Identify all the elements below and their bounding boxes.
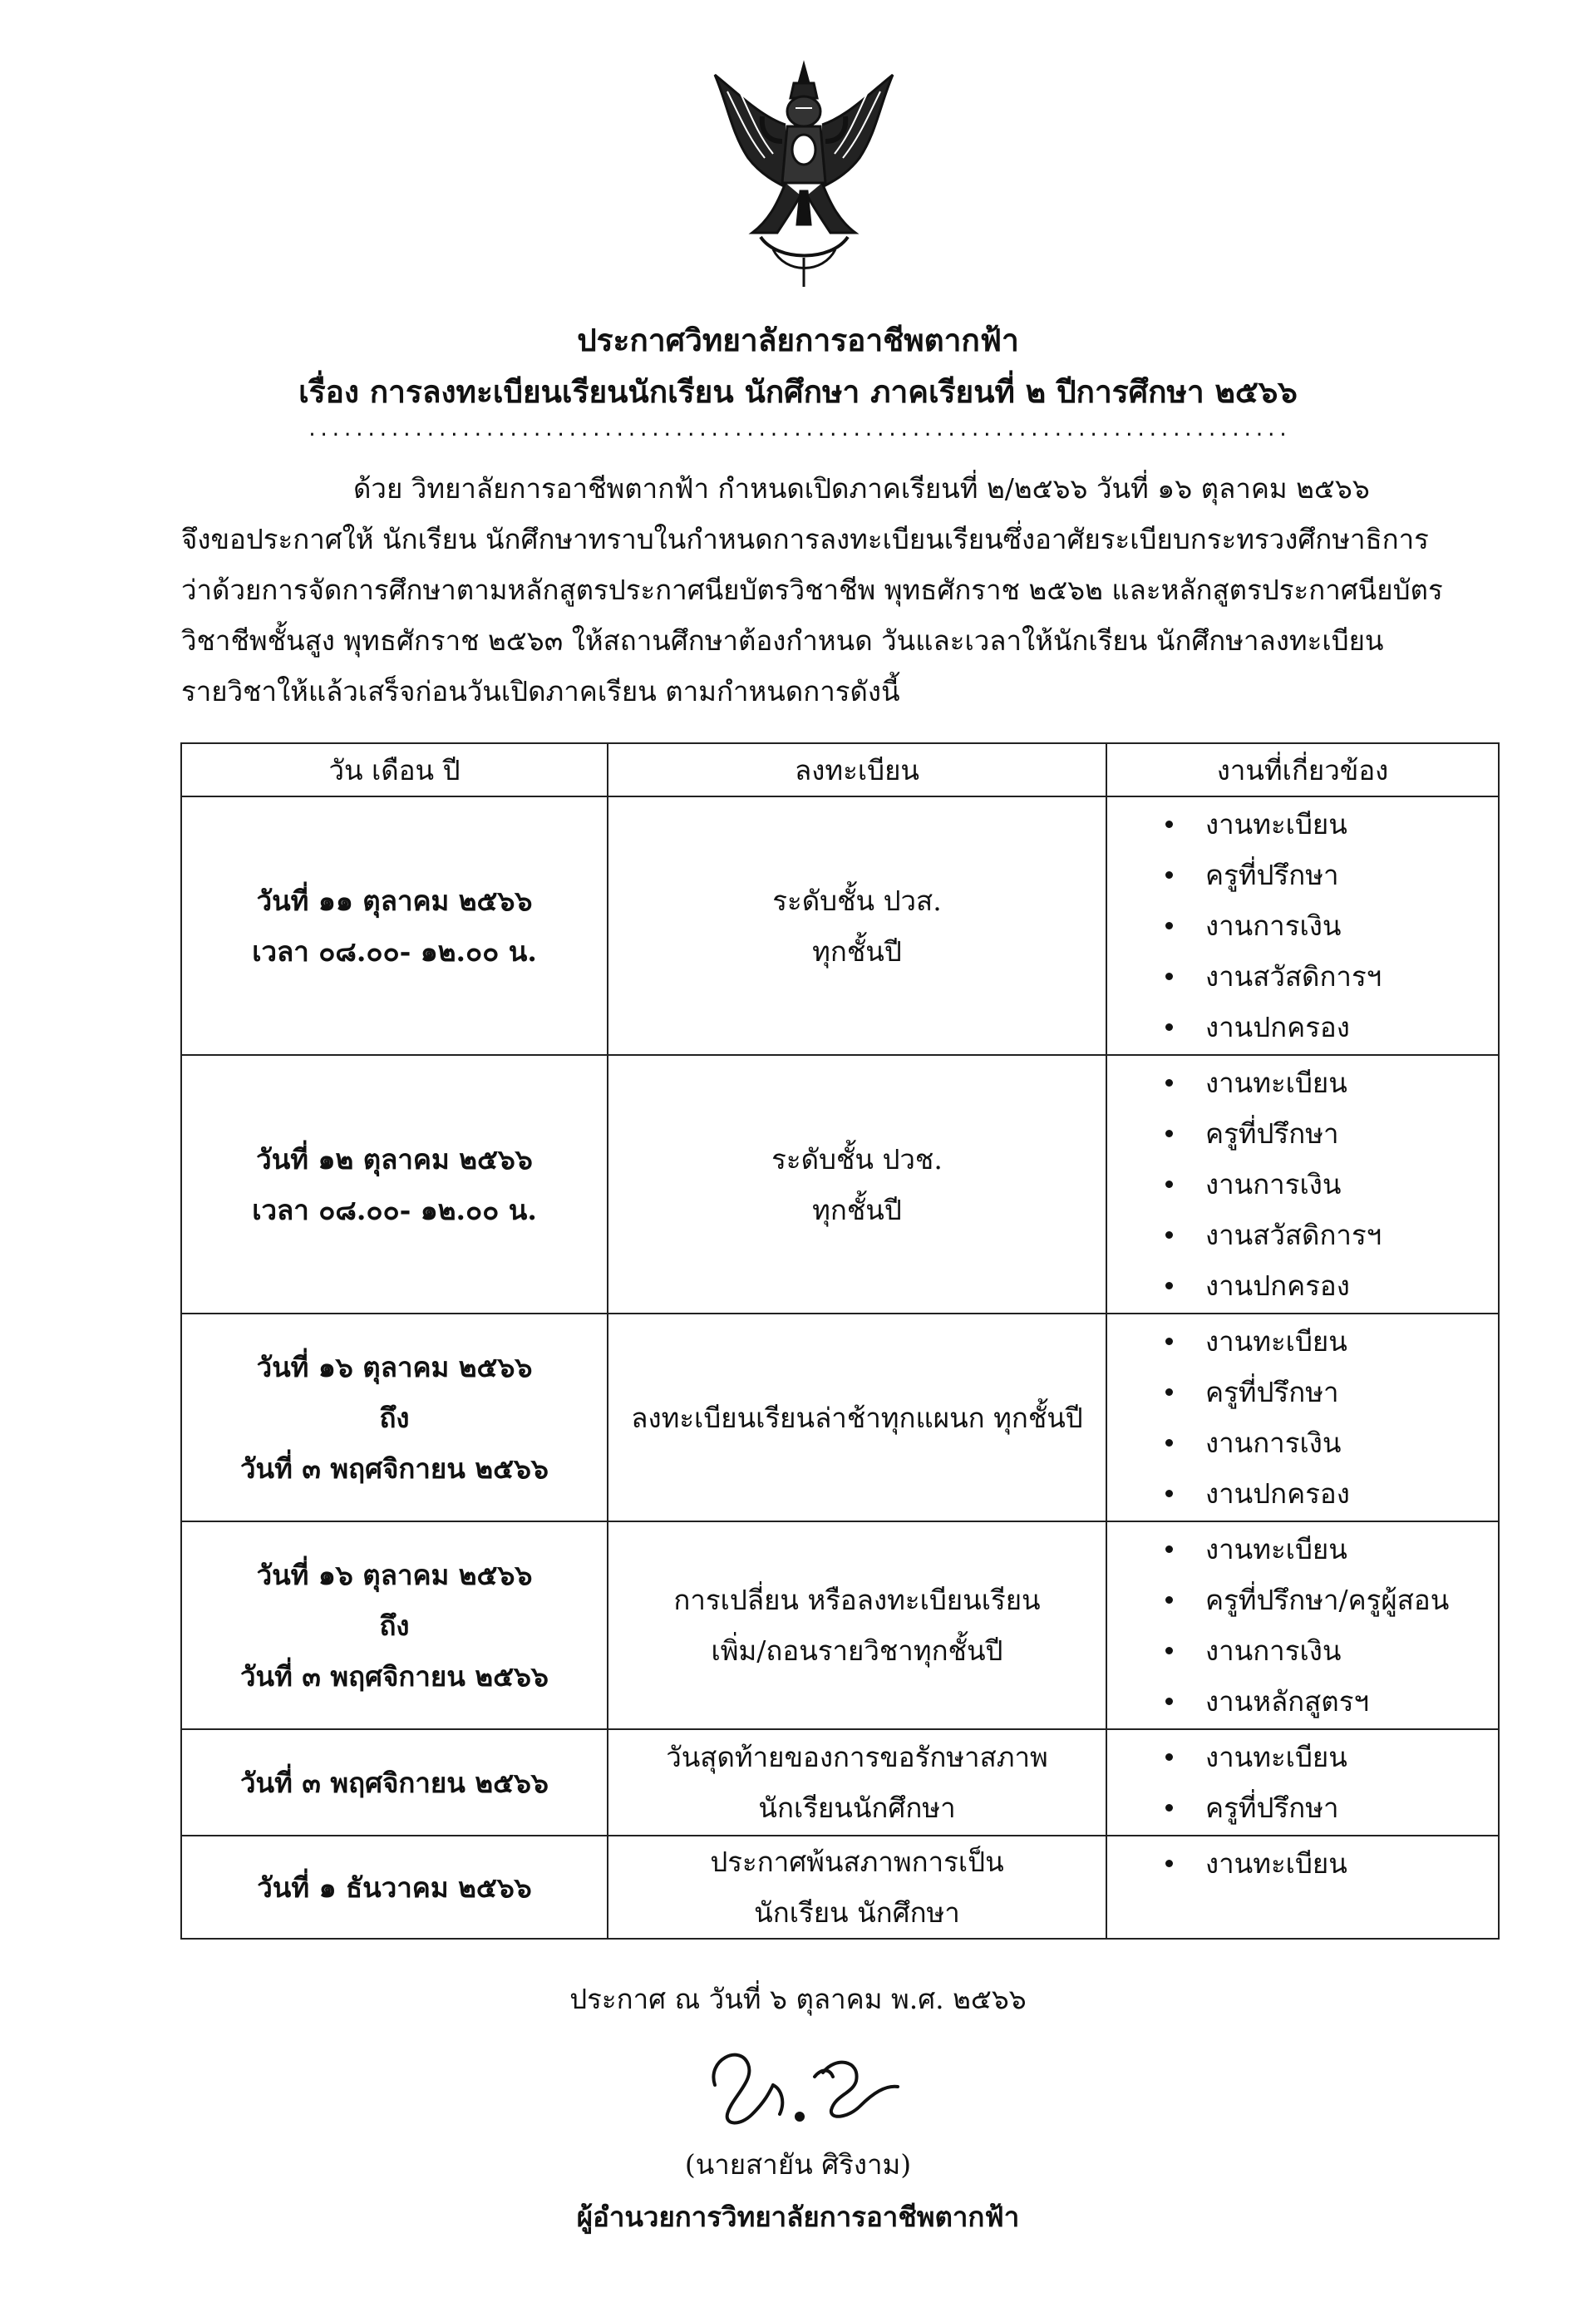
department-item: งานการเงิน: [1107, 900, 1498, 951]
department-item: ครูที่ปรึกษา: [1107, 1782, 1498, 1833]
date-line: วันที่ ๓ พฤศจิกายน ๒๕๖๖: [240, 1659, 549, 1693]
row-date: [181, 1314, 608, 1521]
announcement-title: ประกาศวิทยาลัยการอาชีพตากฟ้า: [577, 322, 1019, 358]
department-item: งานทะเบียน: [1107, 1732, 1498, 1782]
date-line: เวลา ๐๘.๐๐- ๑๒.๐๐ น.: [252, 934, 537, 968]
registration-line: นักเรียนนักศึกษา: [758, 1792, 956, 1824]
signer-position: ผู้อำนวยการวิทยาลัยการอาชีพตากฟ้า: [576, 2201, 1020, 2233]
row-date: [181, 796, 608, 1055]
announcement-date: ประกาศ ณ วันที่ ๖ ตุลาคม พ.ศ. ๒๕๖๖: [569, 1983, 1027, 2015]
row-registration: [608, 1836, 1106, 1939]
body-line-4: วิชาชีพชั้นสูง พุทธศักราช ๒๕๖๓ ให้สถานศึกษาต้องกำหนด วันและเวลาให้นักเรียน นักศึกษาลงทะเบียน: [181, 624, 1384, 657]
department-item: งานสวัสดิการฯ: [1107, 1210, 1498, 1260]
date-line: ถึง: [379, 1609, 410, 1642]
row-departments: [1106, 1729, 1499, 1836]
header-date: วัน เดือน ปี: [181, 743, 608, 796]
department-item: งานปกครอง: [1107, 1260, 1498, 1311]
row-registration: [608, 1521, 1106, 1729]
department-item: ครูที่ปรึกษา: [1107, 1367, 1498, 1417]
registration-schedule-table: [180, 742, 1500, 1940]
table-row: [181, 1314, 1499, 1521]
registration-line: ประกาศพ้นสภาพการเป็น: [710, 1846, 1004, 1878]
registration-line: ลงทะเบียนเรียนล่าช้าทุกแผนก ทุกชั้นปี: [631, 1401, 1083, 1434]
department-item: งานทะเบียน: [1107, 1524, 1498, 1575]
row-registration: [608, 1055, 1106, 1314]
date-line: วันที่ ๑๒ ตุลาคม ๒๕๖๖: [256, 1142, 533, 1176]
body-line-1: ด้วย วิทยาลัยการอาชีพตากฟ้า กำหนดเปิดภาคเรียนที่ ๒/๒๕๖๖ วันที่ ๑๖ ตุลาคม ๒๕๖๖: [353, 472, 1370, 505]
table-row: [181, 1729, 1499, 1836]
body-line-3: ว่าด้วยการจัดการศึกษาตามหลักสูตรประกาศนียบัตรวิชาชีพ พุทธศักราช ๒๕๖๒ และหลักสูตรประกาศนียบัตร: [181, 574, 1443, 606]
department-item: งานการเงิน: [1107, 1625, 1498, 1676]
registration-line: ทุกชั้นปี: [812, 934, 902, 968]
department-item: ครูที่ปรึกษา: [1107, 850, 1498, 900]
department-item: งานการเงิน: [1107, 1159, 1498, 1210]
department-item: งานทะเบียน: [1107, 1838, 1498, 1889]
registration-line: วันสุดท้ายของการขอรักษาสภาพ: [666, 1741, 1048, 1773]
row-date: [181, 1836, 608, 1939]
header-registration: ลงทะเบียน: [608, 743, 1106, 796]
date-line: เวลา ๐๘.๐๐- ๑๒.๐๐ น.: [252, 1193, 537, 1226]
department-item: งานการเงิน: [1107, 1417, 1498, 1468]
table-row: [181, 1521, 1499, 1729]
body-line-5: รายวิชาให้แล้วเสร็จก่อนวันเปิดภาคเรียน ตามกำหนดการดังนี้: [181, 675, 900, 707]
date-line: วันที่ ๑๖ ตุลาคม ๒๕๖๖: [256, 1558, 533, 1591]
row-departments: [1106, 1836, 1499, 1939]
table-row: [181, 796, 1499, 1055]
row-registration: [608, 1729, 1106, 1836]
garuda-emblem-icon: [702, 58, 906, 291]
row-date: [181, 1729, 608, 1836]
row-registration: [608, 1314, 1106, 1521]
department-item: ครูที่ปรึกษา/ครูผู้สอน: [1107, 1575, 1498, 1625]
row-departments: [1106, 1314, 1499, 1521]
title-divider: ...................................................................................: [306, 420, 1290, 441]
row-departments: [1106, 1055, 1499, 1314]
department-item: งานหลักสูตรฯ: [1107, 1676, 1498, 1727]
date-line: วันที่ ๓ พฤศจิกายน ๒๕๖๖: [240, 1766, 549, 1799]
table-row: [181, 1836, 1499, 1939]
department-item: งานทะเบียน: [1107, 1316, 1498, 1367]
handwritten-signature-icon: [690, 2035, 914, 2135]
department-item: ครูที่ปรึกษา: [1107, 1108, 1498, 1159]
registration-line: การเปลี่ยน หรือลงทะเบียนเรียน: [673, 1584, 1041, 1616]
signer-name: (นายสายัน ศิริงาม): [684, 2148, 912, 2181]
row-registration: [608, 796, 1106, 1055]
department-item: งานทะเบียน: [1107, 1057, 1498, 1108]
department-item: งานสวัสดิการฯ: [1107, 951, 1498, 1002]
date-line: วันที่ ๑๑ ตุลาคม ๒๕๖๖: [256, 884, 533, 917]
table-row: [181, 1055, 1499, 1314]
row-departments: [1106, 1521, 1499, 1729]
registration-line: ระดับชั้น ปวส.: [772, 884, 942, 917]
body-line-2: จึงขอประกาศให้ นักเรียน นักศึกษาทราบในกำหนดการลงทะเบียนเรียนซึ่งอาศัยระเบียบกระทรวงศึกษาธิการ: [181, 523, 1429, 555]
header-departments: งานที่เกี่ยวข้อง: [1106, 743, 1499, 796]
announcement-subject: เรื่อง การลงทะเบียนเรียนนักเรียน นักศึกษา ภาคเรียนที่ ๒ ปีการศึกษา ๒๕๖๖: [298, 373, 1298, 410]
date-line: วันที่ ๓ พฤศจิกายน ๒๕๖๖: [240, 1452, 549, 1485]
department-item: งานปกครอง: [1107, 1468, 1498, 1519]
table-header-row: [181, 743, 1499, 796]
department-item: งานปกครอง: [1107, 1002, 1498, 1052]
row-date: [181, 1521, 608, 1729]
date-line: วันที่ ๑๖ ตุลาคม ๒๕๖๖: [256, 1350, 533, 1383]
department-item: งานทะเบียน: [1107, 799, 1498, 850]
row-date: [181, 1055, 608, 1314]
date-line: วันที่ ๑ ธันวาคม ๒๕๖๖: [257, 1871, 532, 1904]
date-line: ถึง: [379, 1401, 410, 1434]
registration-line: นักเรียน นักศึกษา: [754, 1896, 960, 1929]
registration-line: เพิ่ม/ถอนรายวิชาทุกชั้นปี: [711, 1634, 1003, 1667]
row-departments: [1106, 796, 1499, 1055]
registration-line: ทุกชั้นปี: [812, 1193, 902, 1226]
registration-line: ระดับชั้น ปวช.: [771, 1142, 943, 1176]
